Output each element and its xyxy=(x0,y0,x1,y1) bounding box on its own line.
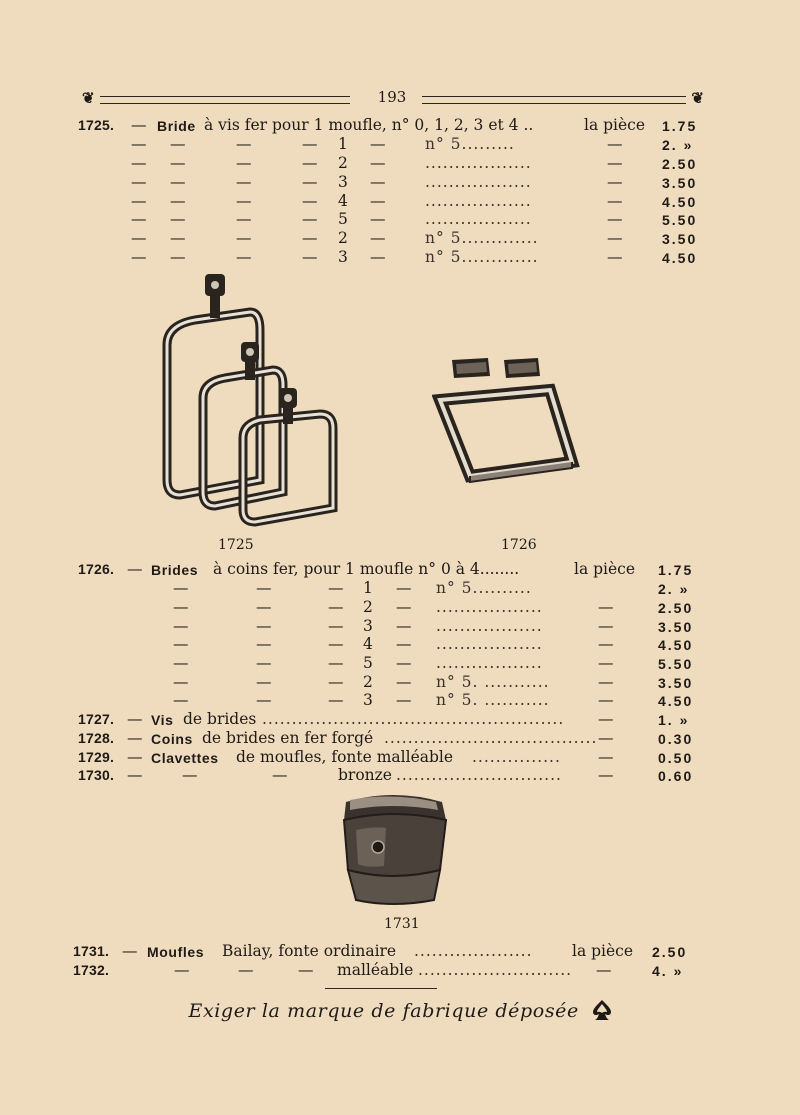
item-price: 4.50 xyxy=(658,693,694,709)
item-price: 5.50 xyxy=(662,212,698,228)
entry-1732 xyxy=(0,961,800,980)
item-number: 1732. xyxy=(73,962,110,978)
ditto: — xyxy=(174,961,190,979)
figure-caption-1731: 1731 xyxy=(384,916,420,932)
ditto: — xyxy=(302,210,318,228)
ditto: — xyxy=(256,617,272,635)
item-description: à vis fer pour 1 moufle, n° 0, 1, 2, 3 et 4 .. xyxy=(204,116,534,134)
sub-row xyxy=(0,617,800,636)
sub-row xyxy=(0,210,800,229)
ditto: — xyxy=(598,748,614,766)
footer-text: Exiger la marque de fabrique déposée xyxy=(188,1000,579,1022)
spec: .................. xyxy=(436,635,543,653)
ditto: — xyxy=(370,192,386,210)
item-price: 2.50 xyxy=(658,600,694,616)
item-number: 1729. xyxy=(78,749,115,765)
item-price: 0.50 xyxy=(658,750,694,766)
ditto: — xyxy=(598,617,614,635)
size: 5 xyxy=(338,210,348,228)
size: 5 xyxy=(363,654,373,672)
ditto: — xyxy=(396,654,412,672)
leader-dots: .................... xyxy=(414,942,533,960)
item-keyword: Clavettes xyxy=(151,750,219,766)
ditto: — xyxy=(173,673,189,691)
size: 2 xyxy=(363,673,373,691)
item-price: 3.50 xyxy=(662,231,698,247)
spec: n° 5............. xyxy=(425,248,539,266)
ditto: — xyxy=(396,579,412,597)
ditto: — xyxy=(170,248,186,266)
item-number: 1731. xyxy=(73,943,110,959)
size: 2 xyxy=(338,229,348,247)
spade-trademark-icon xyxy=(592,999,612,1021)
item-price: 3.50 xyxy=(658,619,694,635)
leader-dots: ............................ xyxy=(396,766,562,784)
ditto: — xyxy=(173,635,189,653)
dash: — xyxy=(131,116,147,134)
ditto: — xyxy=(302,248,318,266)
ornament-left-icon: ❦ xyxy=(82,89,95,107)
ditto: — xyxy=(170,135,186,153)
item-number: 1730. xyxy=(78,767,115,783)
ditto: — xyxy=(173,598,189,616)
ditto: — xyxy=(328,598,344,616)
ditto: — xyxy=(607,229,623,247)
ditto: — xyxy=(370,173,386,191)
ditto: — xyxy=(170,210,186,228)
ditto: — xyxy=(131,210,147,228)
header-rule-left xyxy=(100,96,350,104)
ditto: — xyxy=(236,248,252,266)
size: 4 xyxy=(338,192,348,210)
sub-row xyxy=(0,579,800,598)
item-price: 3.50 xyxy=(662,175,698,191)
ditto: — xyxy=(396,635,412,653)
item-price: 2. » xyxy=(662,137,694,153)
ditto: — xyxy=(302,154,318,172)
moufle-illustration xyxy=(336,790,450,908)
spec: n° 5............. xyxy=(425,229,539,247)
item-keyword: Coins xyxy=(151,731,193,747)
ditto: — xyxy=(607,192,623,210)
ditto: — xyxy=(173,691,189,709)
ditto: — xyxy=(256,635,272,653)
item-keyword: Bride xyxy=(157,118,196,134)
spec: n° 5.......... xyxy=(436,579,532,597)
item-description: de moufles, fonte malléable xyxy=(236,748,454,766)
entry-1725 xyxy=(0,116,800,135)
ditto: — xyxy=(170,173,186,191)
dash: — xyxy=(127,560,143,578)
item-price: 1.75 xyxy=(662,118,698,134)
item-description: Bailay, fonte ordinaire xyxy=(222,942,397,960)
ditto: — xyxy=(328,635,344,653)
entry-1728 xyxy=(0,729,800,748)
ditto: — xyxy=(370,135,386,153)
sub-row xyxy=(0,248,800,267)
ditto: — xyxy=(598,766,614,784)
spec: n° 5......... xyxy=(425,135,515,153)
footer-rule xyxy=(325,988,437,989)
ditto: — xyxy=(370,154,386,172)
ditto: — xyxy=(302,229,318,247)
spec: .................. xyxy=(425,210,532,228)
ditto: — xyxy=(396,673,412,691)
item-price: 2.50 xyxy=(652,944,688,960)
spec: .................. xyxy=(425,173,532,191)
item-price: 0.30 xyxy=(658,731,694,747)
item-number: 1728. xyxy=(78,730,115,746)
size: 3 xyxy=(363,691,373,709)
sub-row xyxy=(0,173,800,192)
leader-dots: .......................... xyxy=(418,961,573,979)
ditto: — xyxy=(302,173,318,191)
ditto: — xyxy=(131,192,147,210)
ditto: — xyxy=(256,654,272,672)
item-price: 1. » xyxy=(658,712,690,728)
unit-label: la pièce xyxy=(584,116,646,134)
item-price: 0.60 xyxy=(658,768,694,784)
item-number: 1727. xyxy=(78,711,115,727)
figure-caption-1725: 1725 xyxy=(218,537,254,553)
size: 3 xyxy=(363,617,373,635)
spec: n° 5. ........... xyxy=(436,691,550,709)
dash: — xyxy=(127,766,143,784)
ditto: — xyxy=(236,192,252,210)
ditto: — xyxy=(598,635,614,653)
spec: .................. xyxy=(436,598,543,616)
entry-1726 xyxy=(0,560,800,579)
ditto: — xyxy=(131,229,147,247)
ditto: — xyxy=(170,192,186,210)
ditto: — xyxy=(236,173,252,191)
spec: .................. xyxy=(425,192,532,210)
item-number: 1726. xyxy=(78,561,115,577)
item-keyword: Vis xyxy=(151,712,174,728)
ditto: — xyxy=(370,229,386,247)
ditto: — xyxy=(298,961,314,979)
item-price: 1.75 xyxy=(658,562,694,578)
ditto: — xyxy=(607,248,623,266)
size: 1 xyxy=(338,135,348,153)
ditto: — xyxy=(370,210,386,228)
dash: — xyxy=(127,729,143,747)
dash: — xyxy=(122,942,138,960)
ditto: — xyxy=(173,617,189,635)
ditto: — xyxy=(328,673,344,691)
ditto: — xyxy=(607,173,623,191)
ditto: — xyxy=(173,579,189,597)
footer-slogan xyxy=(170,999,630,1022)
sub-row xyxy=(0,635,800,654)
ditto: — xyxy=(272,766,288,784)
item-price: 4. » xyxy=(652,963,684,979)
ditto: — xyxy=(396,691,412,709)
size: 1 xyxy=(363,579,373,597)
ditto: — xyxy=(328,617,344,635)
item-price: 3.50 xyxy=(658,675,694,691)
item-price: 4.50 xyxy=(662,194,698,210)
clamp-bride-illustration xyxy=(155,270,345,530)
leader-dots: ............... xyxy=(472,748,561,766)
page-number: 193 xyxy=(377,88,407,106)
ditto: — xyxy=(598,729,614,747)
figure-caption-1726: 1726 xyxy=(501,537,537,553)
ditto: — xyxy=(598,598,614,616)
item-price: 4.50 xyxy=(662,250,698,266)
sub-row xyxy=(0,135,800,154)
leader-dots: .................................... xyxy=(384,729,598,747)
ditto: — xyxy=(598,673,614,691)
entry-1727 xyxy=(0,710,800,729)
ditto: — xyxy=(131,248,147,266)
ditto: — xyxy=(170,154,186,172)
item-description: de brides xyxy=(183,710,257,728)
size: 3 xyxy=(338,173,348,191)
sub-row xyxy=(0,192,800,211)
ditto: — xyxy=(328,579,344,597)
spec: .................. xyxy=(436,617,543,635)
spec: .................. xyxy=(436,654,543,672)
sub-row xyxy=(0,691,800,710)
item-number: 1725. xyxy=(78,117,115,133)
ditto: — xyxy=(236,210,252,228)
ditto: — xyxy=(236,229,252,247)
spec: n° 5. ........... xyxy=(436,673,550,691)
ditto: — xyxy=(256,579,272,597)
size: 2 xyxy=(338,154,348,172)
item-price: 2.50 xyxy=(662,156,698,172)
spec: .................. xyxy=(425,154,532,172)
page-header xyxy=(82,88,704,108)
ditto: — xyxy=(598,691,614,709)
ditto: — xyxy=(236,135,252,153)
item-keyword: Brides xyxy=(151,562,199,578)
ditto: — xyxy=(396,598,412,616)
ditto: — xyxy=(173,654,189,672)
item-description: bronze xyxy=(338,766,392,784)
sub-row xyxy=(0,598,800,617)
ditto: — xyxy=(238,961,254,979)
ditto: — xyxy=(596,961,612,979)
ditto: — xyxy=(170,229,186,247)
ditto: — xyxy=(607,135,623,153)
ditto: — xyxy=(182,766,198,784)
entry-1730 xyxy=(0,766,800,785)
sub-row xyxy=(0,229,800,248)
item-price: 5.50 xyxy=(658,656,694,672)
dash: — xyxy=(127,748,143,766)
ornament-right-icon: ❦ xyxy=(691,89,704,107)
ditto: — xyxy=(607,154,623,172)
ditto: — xyxy=(131,154,147,172)
item-description: à coins fer, pour 1 moufle n° 0 à 4........ xyxy=(213,560,520,578)
ditto: — xyxy=(131,135,147,153)
ditto: — xyxy=(256,691,272,709)
ditto: — xyxy=(328,691,344,709)
entry-1729 xyxy=(0,748,800,767)
item-description: malléable xyxy=(337,961,414,979)
wedge-clamp-illustration xyxy=(432,352,580,486)
sub-row xyxy=(0,654,800,673)
ditto: — xyxy=(256,598,272,616)
ditto: — xyxy=(131,173,147,191)
sub-row xyxy=(0,673,800,692)
ditto: — xyxy=(607,210,623,228)
dash: — xyxy=(127,710,143,728)
ditto: — xyxy=(256,673,272,691)
item-price: 2. » xyxy=(658,581,690,597)
size: 4 xyxy=(363,635,373,653)
size: 2 xyxy=(363,598,373,616)
ditto: — xyxy=(598,654,614,672)
item-price: 4.50 xyxy=(658,637,694,653)
sub-row xyxy=(0,154,800,173)
ditto: — xyxy=(370,248,386,266)
ditto: — xyxy=(302,135,318,153)
ditto: — xyxy=(236,154,252,172)
ditto: — xyxy=(396,617,412,635)
ditto: — xyxy=(598,710,614,728)
unit-label: la pièce xyxy=(574,560,636,578)
header-rule-right xyxy=(422,96,686,104)
entry-1731 xyxy=(0,942,800,961)
item-description: de brides en fer forgé xyxy=(202,729,374,747)
item-keyword: Moufles xyxy=(147,944,205,960)
ditto: — xyxy=(302,192,318,210)
unit-label: la pièce xyxy=(572,942,634,960)
leader-dots: ................................................... xyxy=(262,710,565,728)
ditto: — xyxy=(328,654,344,672)
size: 3 xyxy=(338,248,348,266)
